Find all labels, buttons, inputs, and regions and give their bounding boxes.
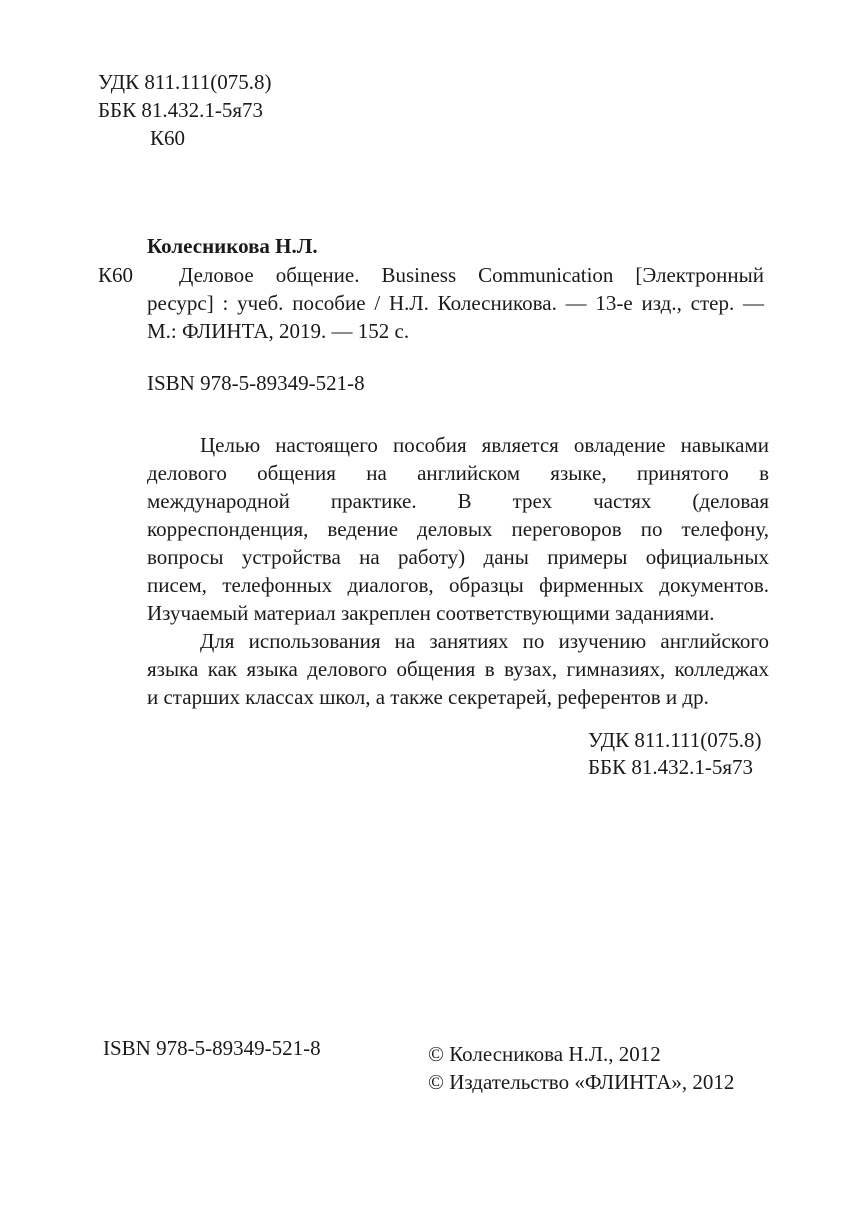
author-mark-entry: К60 [98,263,134,287]
isbn-entry: ISBN 978-5-89349-521-8 [147,371,365,395]
biblio-line: Деловое общение. Business Communication [Электронный [179,263,764,287]
copyright-author: © Колесникова Н.Л., 2012 [428,1042,661,1066]
isbn-footer: ISBN 978-5-89349-521-8 [103,1036,321,1060]
annotation-line: и старших классах школ, а также секретарей, референтов и др. [147,685,709,709]
udk-code-bottom: УДК 811.111(075.8) [588,728,762,752]
author-name: Колесникова Н.Л. [147,234,318,258]
copyright-publisher: © Издательство «ФЛИНТА», 2012 [428,1070,735,1094]
annotation-line: корреспонденция, ведение деловых переговоров по телефону, [147,517,769,541]
biblio-line: М.: ФЛИНТА, 2019. — 152 с. [147,319,410,343]
annotation-line: международной практике. В трех частях (деловая [147,489,769,513]
annotation-line: языка как языка делового общения в вузах, гимназиях, колледжах [147,657,769,681]
bbk-code-bottom: ББК 81.432.1-5я73 [588,755,754,779]
bibliographic-description [147,261,764,345]
udk-code-top: УДК 811.111(075.8) [98,70,272,94]
annotation-line: вопросы устройства на работу) даны примеры официальных [147,545,769,569]
annotation [147,431,769,711]
annotation-line: Для использования на занятиях по изучению английского [200,629,769,653]
annotation-line: писем, телефонных диалогов, образцы фирменных документов. [147,573,769,597]
annotation-line: делового общения на английском языке, принятого в [147,461,769,485]
bbk-code-top: ББК 81.432.1-5я73 [98,98,264,122]
annotation-line: Целью настоящего пособия является овладение навыками [200,433,769,457]
biblio-line: ресурс] : учеб. пособие / Н.Л. Колесникова. — 13-е изд., стер. — [147,291,764,315]
author-mark-top: К60 [150,126,186,150]
annotation-line: Изучаемый материал закреплен соответствующими заданиями. [147,601,715,625]
